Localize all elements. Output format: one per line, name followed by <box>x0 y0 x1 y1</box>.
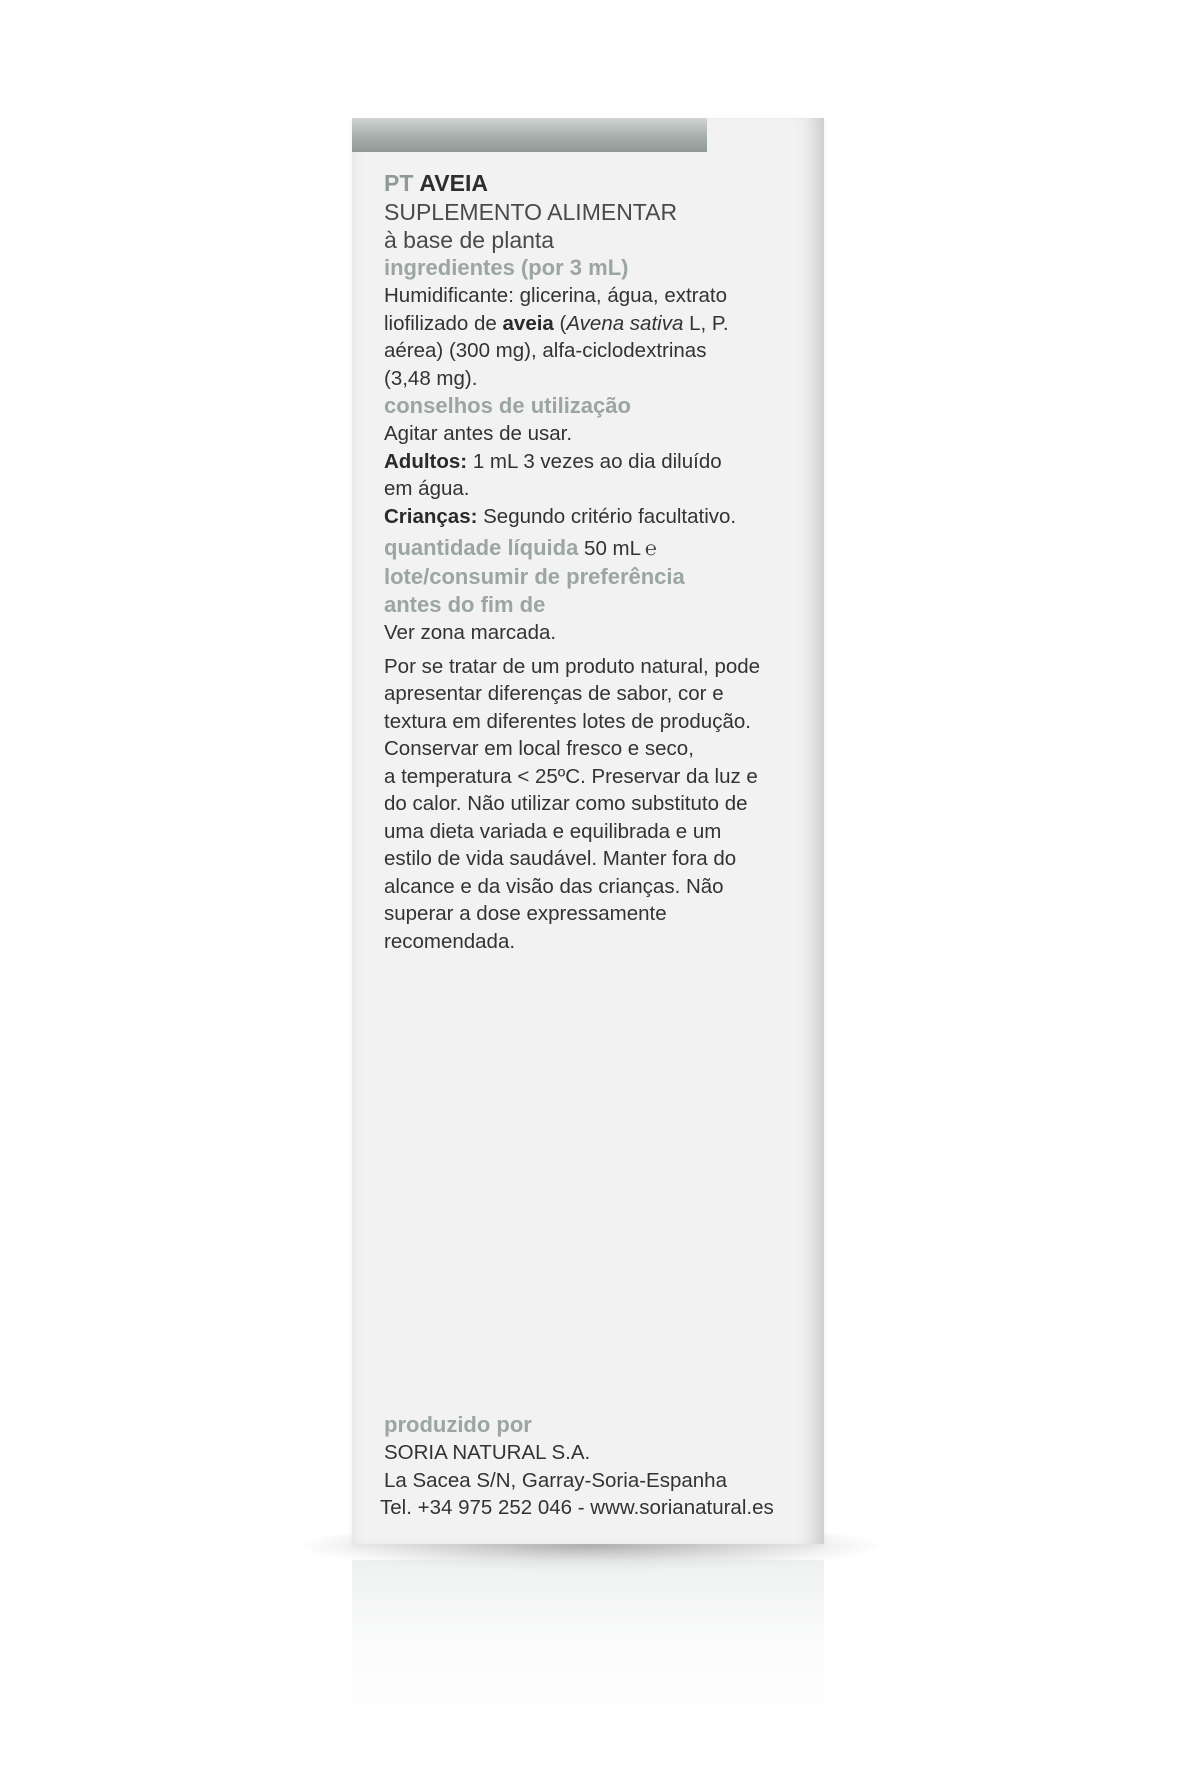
ingredients-line-2-mid: ( <box>553 311 567 335</box>
ingredients-line-1: Humidificante: glicerina, água, extrato <box>384 284 727 307</box>
producer-block <box>380 1411 824 1522</box>
notice-line: textura em diferentes lotes de produção. <box>384 709 751 733</box>
notice-line: estilo de vida saudável. Manter fora do <box>384 847 737 870</box>
ingredients-line-3: aérea) (300 mg), alfa-ciclodextrinas <box>384 339 707 362</box>
notice-line: a temperatura < 25ºC. Preservar da luz e <box>384 764 758 788</box>
ingredients-line-2 <box>384 310 804 338</box>
lot-title-line-2: antes do fim de <box>384 592 546 617</box>
usage-children <box>384 503 804 531</box>
children-label: Crianças: <box>384 504 478 528</box>
usage-adults <box>384 448 804 476</box>
notice-line: uma dieta variada e equilibrada e um <box>384 819 722 843</box>
ingredients-line-2-post: L, P. <box>683 311 729 335</box>
producer-company <box>384 1439 824 1467</box>
notice-line: superar a dose expressamente <box>384 902 667 925</box>
usage-adults-cont: em água. <box>384 477 470 500</box>
quantity-line <box>384 534 804 563</box>
children-text: Segundo critério facultativo. <box>477 504 737 528</box>
notice-line: Por se tratar de um produto natural, pode <box>384 654 761 678</box>
lot-text: Ver zona marcada. <box>384 621 557 644</box>
ingredients-line-4: (3,48 mg). <box>384 366 478 390</box>
box-reflection <box>352 1560 824 1750</box>
notice-line: alcance e da visão das crianças. Não <box>384 874 724 898</box>
quantity-title: quantidade líquida <box>384 535 579 560</box>
notice-line: Conservar em local fresco e seco, <box>384 737 694 760</box>
notice-line: recomendada. <box>384 929 516 953</box>
ingredients-oat-bold: aveia <box>502 311 554 335</box>
ingredients-latin-name: Avena sativa <box>566 311 684 335</box>
adults-text: 1 mL 3 vezes ao dia diluído <box>467 449 722 473</box>
producer-contact: Tel. +34 975 252 046 - www.sorianatural.es <box>380 1496 774 1519</box>
subtitle-line-1: SUPLEMENTO ALIMENTAR <box>384 199 678 225</box>
notice-paragraph <box>384 653 804 956</box>
language-code: PT <box>384 170 414 196</box>
usage-line-1: Agitar antes de usar. <box>384 422 573 445</box>
subtitle-line-2: à base de planta <box>384 227 555 253</box>
notice-line: do calor. Não utilizar como substituto de <box>384 792 748 815</box>
product-heading <box>384 168 804 198</box>
product-box-side-panel <box>352 118 824 1544</box>
producer-address: La Sacea S/N, Garray-Soria-Espanha <box>384 1468 727 1492</box>
ingredients-title: ingredientes (por 3 mL) <box>384 255 629 280</box>
adults-label: Adultos: <box>384 449 468 473</box>
notice-line: apresentar diferenças de sabor, cor e <box>384 682 724 705</box>
producer-title: produzido por <box>384 1412 532 1437</box>
producer-company-name: SORIA NATURAL S.A. <box>384 1441 591 1464</box>
lot-title-line-1: lote/consumir de preferência <box>384 564 685 589</box>
usage-title: conselhos de utilização <box>384 393 631 418</box>
ingredients-line-2-pre: liofilizado de <box>384 311 503 335</box>
estimated-sign-icon: ℮ <box>645 538 658 560</box>
label-content <box>384 168 804 955</box>
box-top-color-band <box>352 118 707 152</box>
product-name: AVEIA <box>419 170 488 196</box>
quantity-value: 50 mL <box>578 537 642 560</box>
